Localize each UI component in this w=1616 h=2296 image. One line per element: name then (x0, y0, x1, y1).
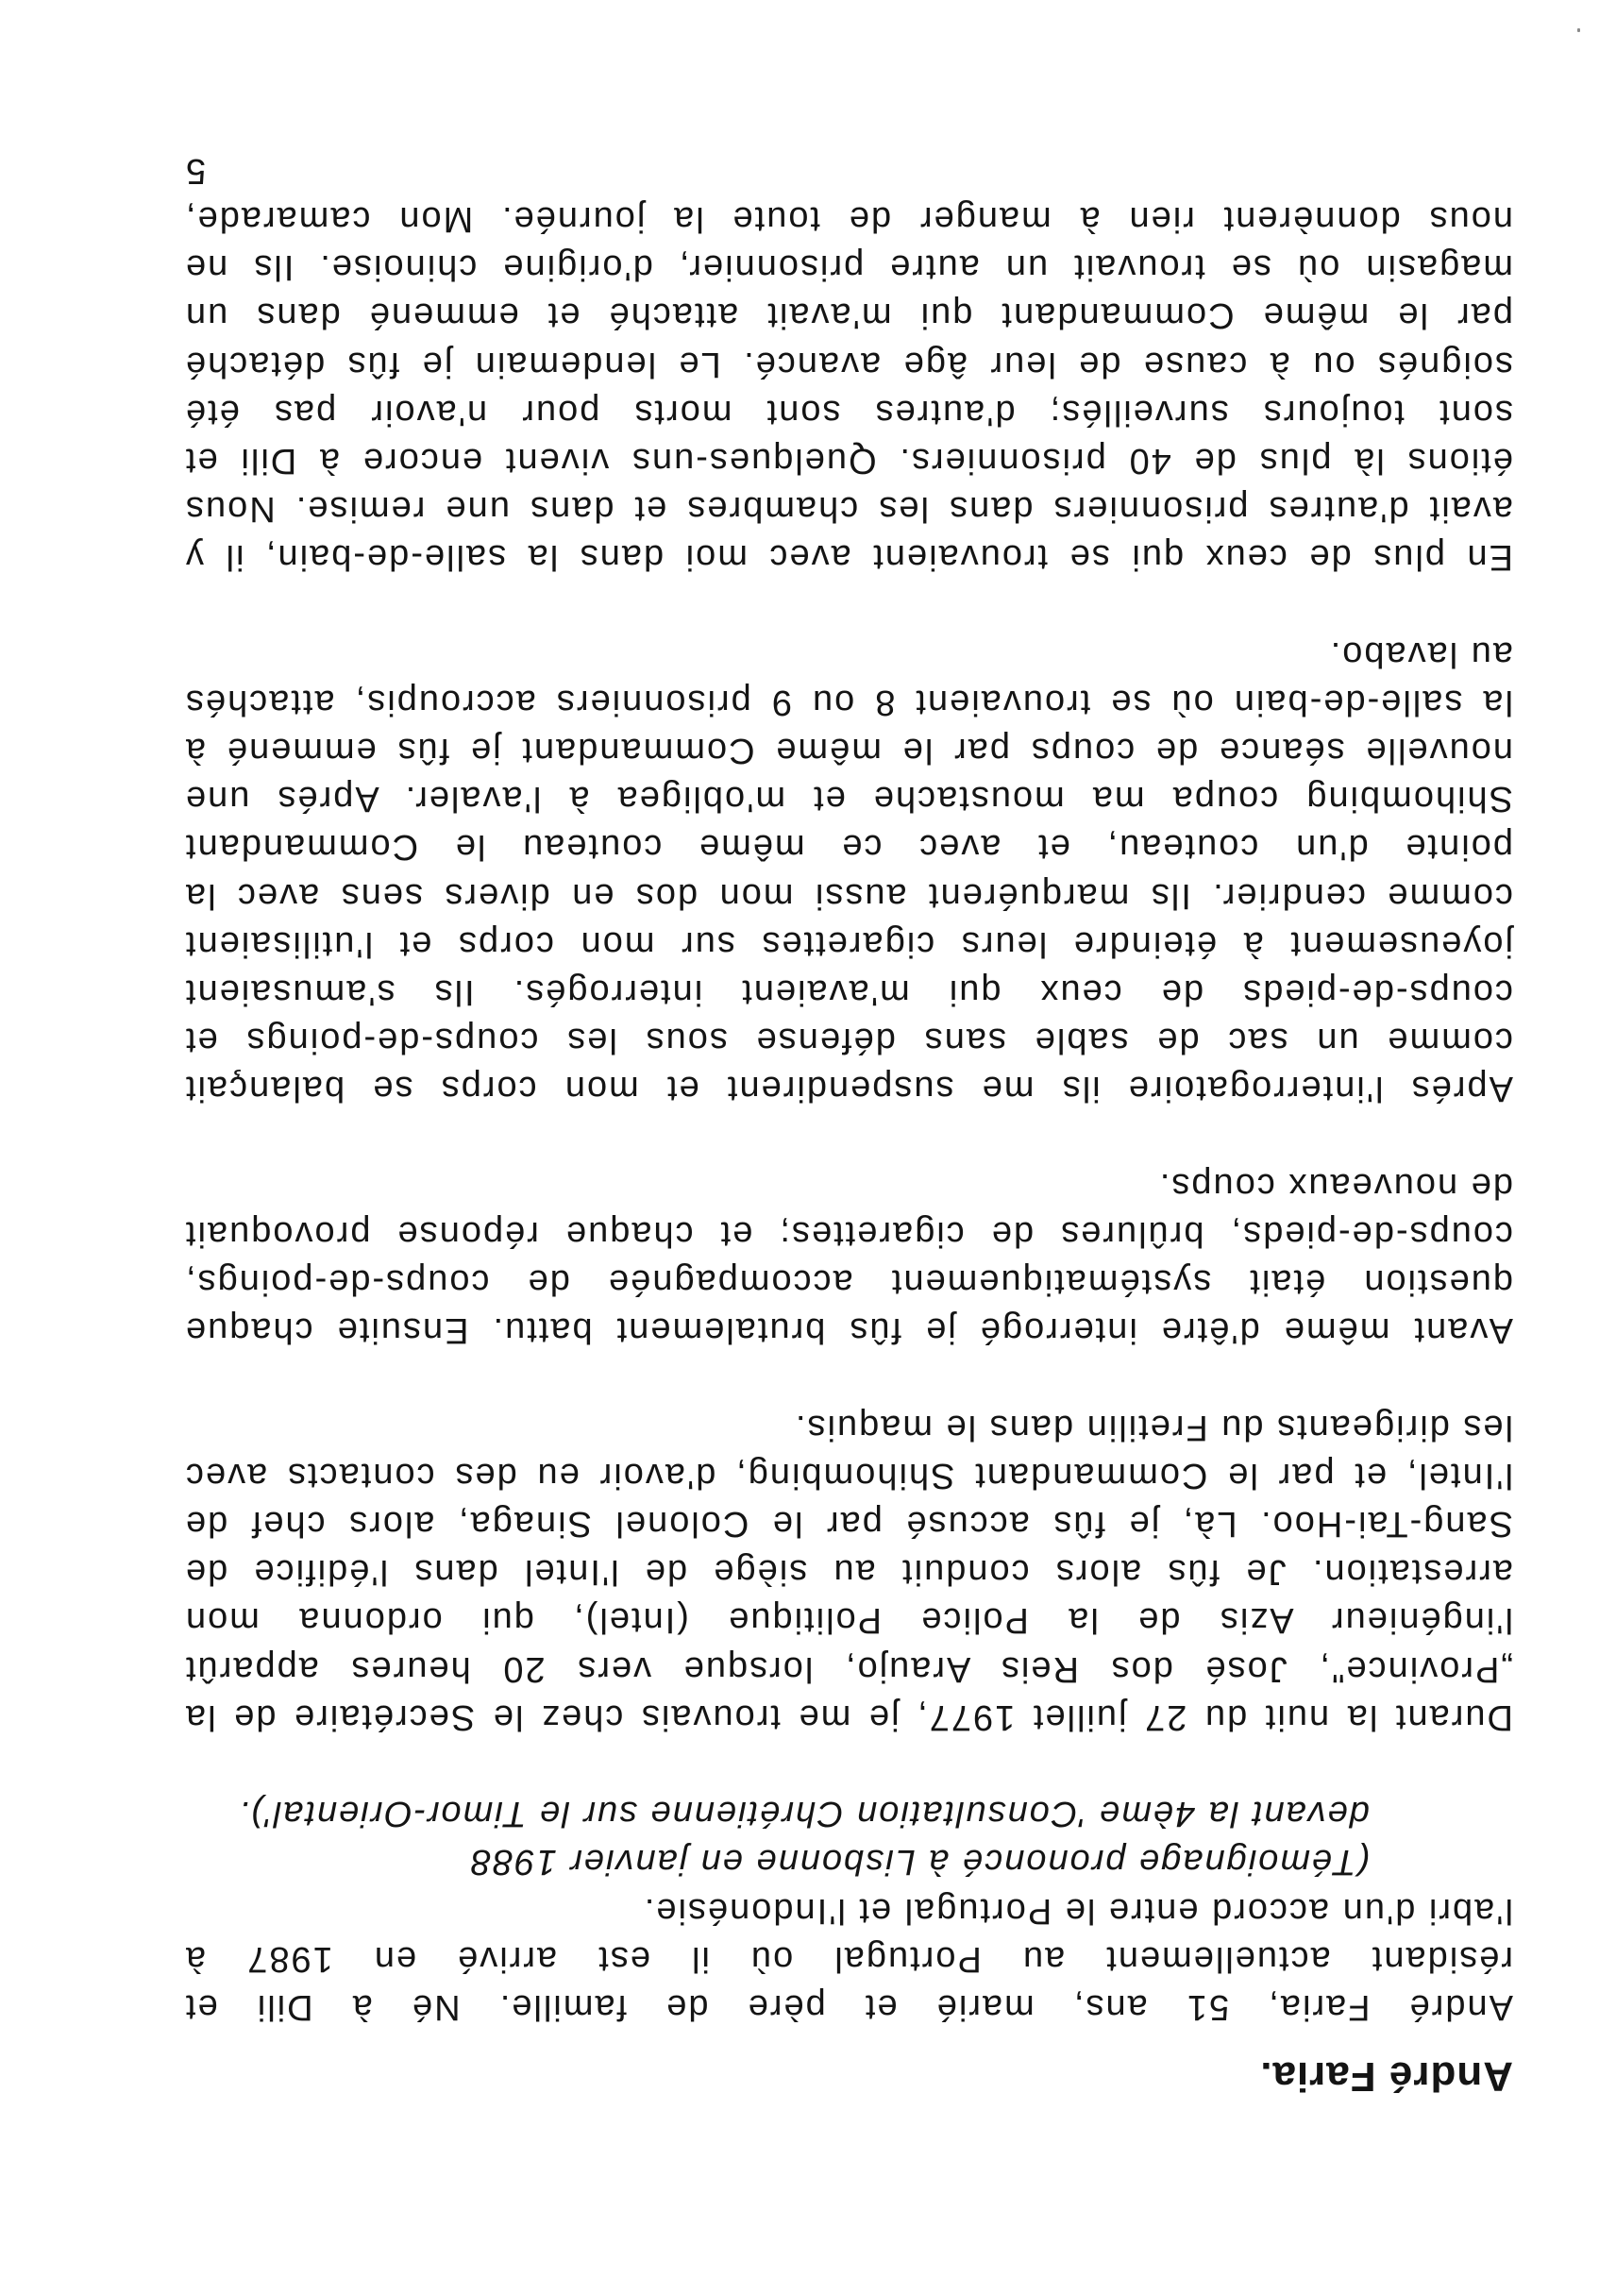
text-line: pointe d'un couteau, et avec ce même couteau le Commandant (184, 827, 1513, 868)
paragraph-intro (184, 1885, 1513, 2031)
text-line: En plus de ceux qui se trouvaient avec moi dans la salle-de-bain, il y (184, 537, 1513, 578)
text-line: Avant même d'être interrogé je fûs brutalement battu. Ensuite chaque (184, 1310, 1513, 1351)
text-line: „Province", José dos Reis Araujo, lorsque vers 20 heures apparût (184, 1648, 1513, 1689)
text-line: par le même Commandant qui m'avait attaché et emmené dans un (184, 295, 1513, 336)
text-line: avait d'autres prisonniers dans les chambres et dans une remise. Nous (184, 489, 1513, 530)
text-line: l'abri d'un accord entre le Portugal et l'Indonésie. (642, 1890, 1513, 1931)
text-line: joyeusement à éteindre leurs cigarettes sur mon corps et l'utilisaient (184, 923, 1513, 964)
paragraph-torture (184, 630, 1513, 1113)
italic-note (184, 1789, 1513, 1885)
paragraph-arrest (184, 1403, 1513, 1741)
text-line: l'Intel, et par le Commandant Shihombing, d'avoir eu des contacts avec (184, 1455, 1513, 1495)
text-line: question était systématiquement accompagnée de coups-de-poings, (184, 1262, 1513, 1303)
text-line: magasin où se trouvait un autre prisonnier, d'origine chinoise. Ils ne (184, 247, 1513, 288)
text-line: de nouveaux coups. (1157, 1165, 1513, 1206)
text-line: au lavabo. (1328, 633, 1513, 674)
text-line: sont toujours surveillés; d'autres sont morts pour n'avoir pas été (184, 392, 1513, 432)
italic-note-line: devant la 4ème 'Consultation Chrétienne sur le Timor-Oriental'). (237, 1794, 1370, 1834)
paragraph-interrogation (184, 1161, 1513, 1355)
text-line: la salle-de-bain où se trouvaient 8 ou 9 prisonniers accroupis, attachés (184, 682, 1513, 722)
text-line: arrestation. Je fûs alors conduit au siège de l'Intel dans l'édifice de (184, 1552, 1513, 1593)
text-line: Shihombing coupa ma moustache et m'obligea à l'avaler. Aprés une (184, 779, 1513, 819)
text-line: nous donnèrent rien à manger de toute la journée. Mon camarade, (184, 199, 1513, 240)
text-line: résidant actuellement au Portugal où il est arrivé en 1987 à (184, 1938, 1513, 1979)
scan-speck (1577, 28, 1580, 32)
text-line: André Faria, 51 ans, marié et père de famille. Né à Dili et (184, 1987, 1513, 2027)
text-line: Aprés l'interrogatoire ils me suspendirent et mon corps se balançait (184, 1069, 1513, 1109)
text-line: coups-de-pieds de ceux qui m'avaient interrogés. Ils s'amusaient (184, 972, 1513, 1013)
page-number: 5 (184, 150, 207, 191)
paragraph-prisoners (184, 194, 1513, 582)
text-line: étions là plus de 40 prisonniers. Quelques-uns vivent encore à Dili et (184, 441, 1513, 481)
text-line: Durant la nuit du 27 juillet 1977, je me trouvais chez le Secrétaire de la (184, 1697, 1513, 1737)
text-line: Sang-Tai-Hoo. Là, je fûs accusé par le Colonel Sinaga, alors chef de (184, 1504, 1513, 1545)
text-line: les dirigeants du Fretilin dans le maquis. (793, 1407, 1513, 1447)
text-line: comme cendrier. Ils marquérent aussi mon dos en divers sens avec la (184, 875, 1513, 916)
italic-note-line: (Témoignage prononcé à Lisbonne en janvier 1988 (469, 1842, 1370, 1882)
text-line: l'ingénieur Azis de la Police Politique (Intel), qui ordonna mon (184, 1600, 1513, 1641)
text-line: soignés ou à cause de leur âge avancé. Le lendemain je fûs détaché (184, 344, 1513, 384)
text-line: coups-de-pieds, brûlures de cigarettes; et chaque réponse provoquait (184, 1214, 1513, 1254)
text-line: comme un sac de sable sans défense sous les coups-de-poings et (184, 1021, 1513, 1061)
document-body (184, 146, 1513, 2031)
document-title: André Faria. (1259, 2053, 1513, 2100)
text-line: nouvelle séance de coups par le même Commandant je fûs emmené à (184, 731, 1513, 771)
